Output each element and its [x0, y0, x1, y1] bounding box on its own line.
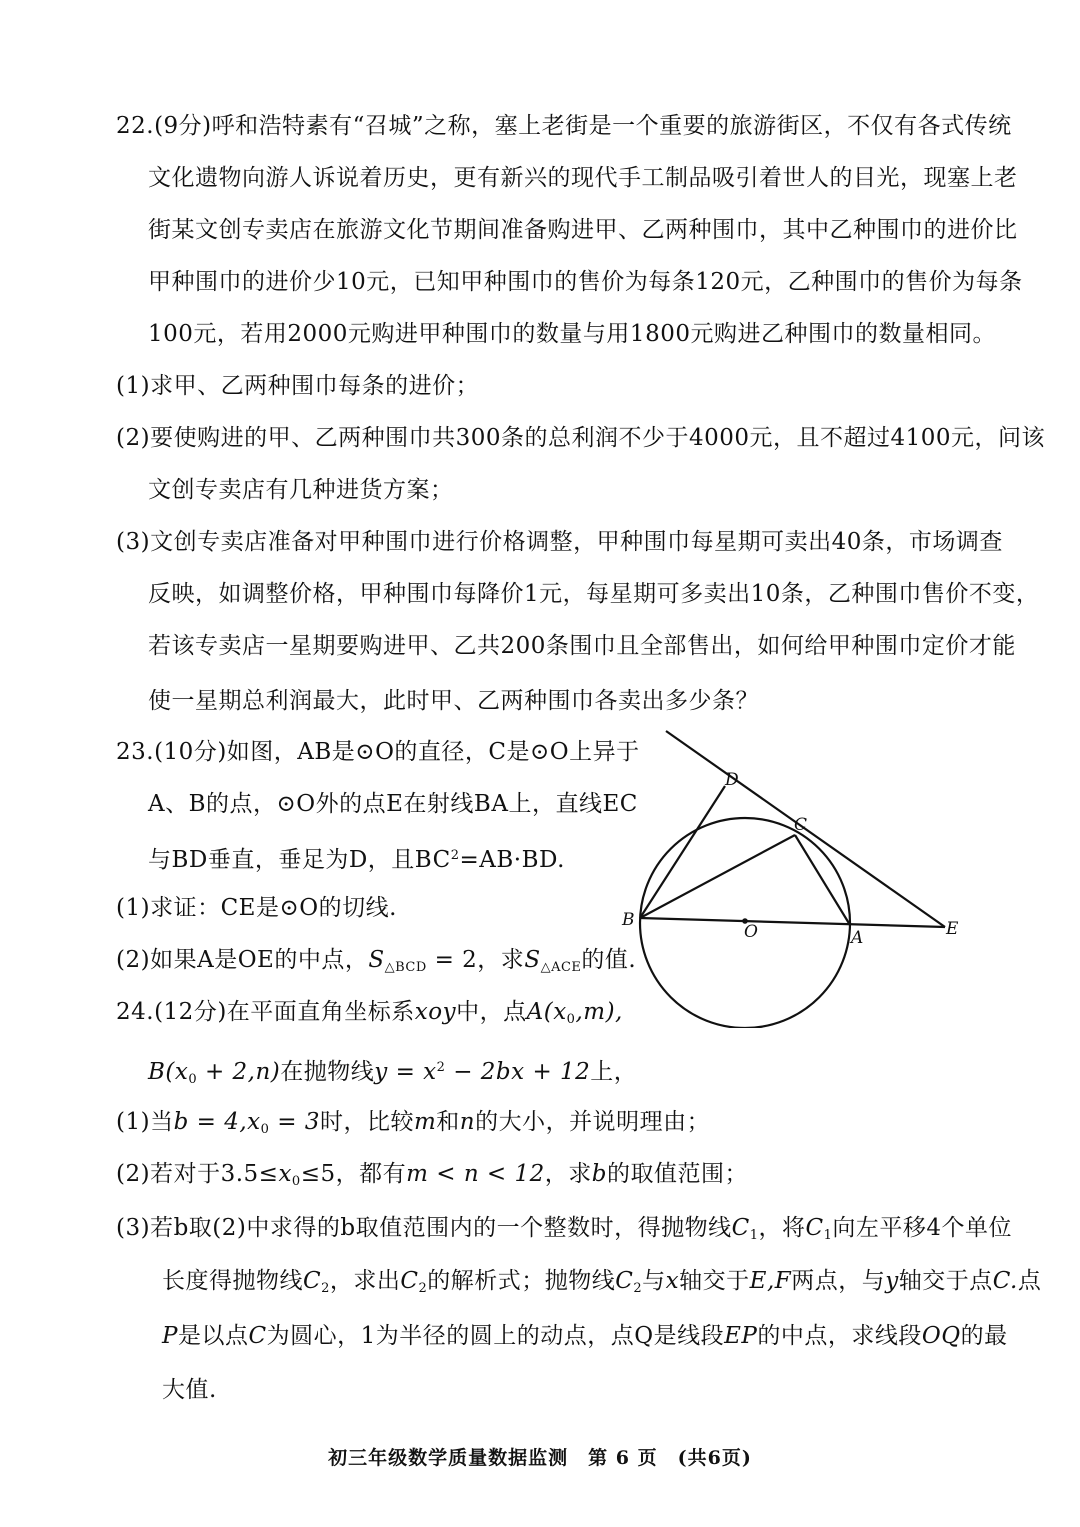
page-footer: 初三年级数学质量数据监测 第 6 页 (共6页)	[328, 1447, 752, 1469]
q22-stem-line-3: 街某文创专卖店在旅游文化节期间准备购进甲、乙两种围巾，其中乙种围巾的进价比	[148, 217, 1018, 243]
line-be	[640, 918, 945, 927]
label-e: E	[946, 919, 959, 939]
q22-part-2-line-1: (2)要使购进的甲、乙两种围巾共300条的总利润不少于4000元，且不超过4100元，问该	[116, 425, 1046, 451]
line-bc	[640, 835, 795, 918]
q23-part-2: (2)如果A是OE的中点，$S_{\triangle BCD} = 2$，求$S_{\triangle ACE}$的值.	[116, 947, 637, 975]
circle-tangent-figure	[600, 728, 980, 1028]
q24-part-3-line-2: 长度得抛物线$C_2$，求出$C_2$的解析式；抛物线$C_2$与x轴交于E,F两点，与y轴交于点C.点	[162, 1268, 1042, 1296]
q22-part-3-line-4: 使一星期总利润最大，此时甲、乙两种围巾各卖出多少条？	[148, 688, 759, 714]
q24-stem-line-1: 24.(12分)在平面直角坐标系xoy中，点$A(x_0,m)$,	[116, 999, 623, 1027]
label-b: B	[622, 910, 635, 930]
q24-part-3-line-3: P是以点C为圆心，1为半径的圆上的动点，点Q是线段EP的中点，求线段OQ的最	[162, 1323, 1008, 1349]
q24-stem-line-2: $B(x_0 + 2,n)$在抛物线$y = x^2 - 2bx + 12$上，	[148, 1059, 638, 1087]
label-o: O	[744, 922, 758, 942]
q24-part-2: (2)若对于$3.5\le x_0\le 5$，都有m < n < 12，求b的取值范围；	[116, 1161, 749, 1189]
q22-stem-line-1: 22.(9分)呼和浩特素有“召城”之称，塞上老街是一个重要的旅游街区，不仅有各式传统	[116, 113, 1012, 139]
q23-stem-line-2: A、B的点，⊙O外的点E在射线BA上，直线EC	[148, 791, 638, 817]
q24-part-1: (1)当$b = 4,x_0 = 3$时，比较m和n的大小，并说明理由；	[116, 1109, 711, 1137]
q22-part-3-line-2: 反映，如调整价格，甲种围巾每降价1元，每星期可多卖出10条，乙种围巾售价不变，	[148, 581, 1040, 607]
q22-part-2-line-2: 文创专卖店有几种进货方案；	[148, 477, 454, 503]
q22-part-3-line-1: (3)文创专卖店准备对甲种围巾进行价格调整，甲种围巾每星期可卖出40条，市场调查	[116, 529, 1003, 555]
q22-part-1: (1)求甲、乙两种围巾每条的进价；	[116, 373, 480, 399]
q24-part-3-line-1: (3)若b取(2)中求得的b取值范围内的一个整数时，得抛物线$C_1$，将$C_1$向左平移4个单位	[116, 1215, 1013, 1243]
q24-part-3-line-4: 大值.	[162, 1377, 217, 1403]
q22-stem-line-2: 文化遗物向游人诉说着历史，更有新兴的现代手工制品吸引着世人的目光，现塞上老	[148, 165, 1018, 191]
q22-stem-line-5: 100元，若用2000元购进甲种围巾的数量与用1800元购进乙种围巾的数量相同。	[148, 321, 996, 347]
label-c: C	[794, 815, 808, 835]
label-a: A	[851, 928, 864, 948]
q23-stem-line-3: 与BD垂直，垂足为D，且$BC^2=AB\cdot BD$.	[148, 847, 565, 873]
q23-part-1: (1)求证：CE是⊙O的切线.	[116, 895, 397, 921]
q22-part-3-line-3: 若该专卖店一星期要购进甲、乙共200条围巾且全部售出，如何给甲种围巾定价才能	[148, 633, 1016, 659]
label-d: D	[725, 770, 739, 790]
line-bd	[640, 786, 725, 918]
q23-stem-line-1: 23.(10分)如图，AB是⊙O的直径，C是⊙O上异于	[116, 739, 640, 765]
q22-stem-line-4: 甲种围巾的进价少10元，已知甲种围巾的售价为每条120元，乙种围巾的售价为每条	[148, 269, 1023, 295]
